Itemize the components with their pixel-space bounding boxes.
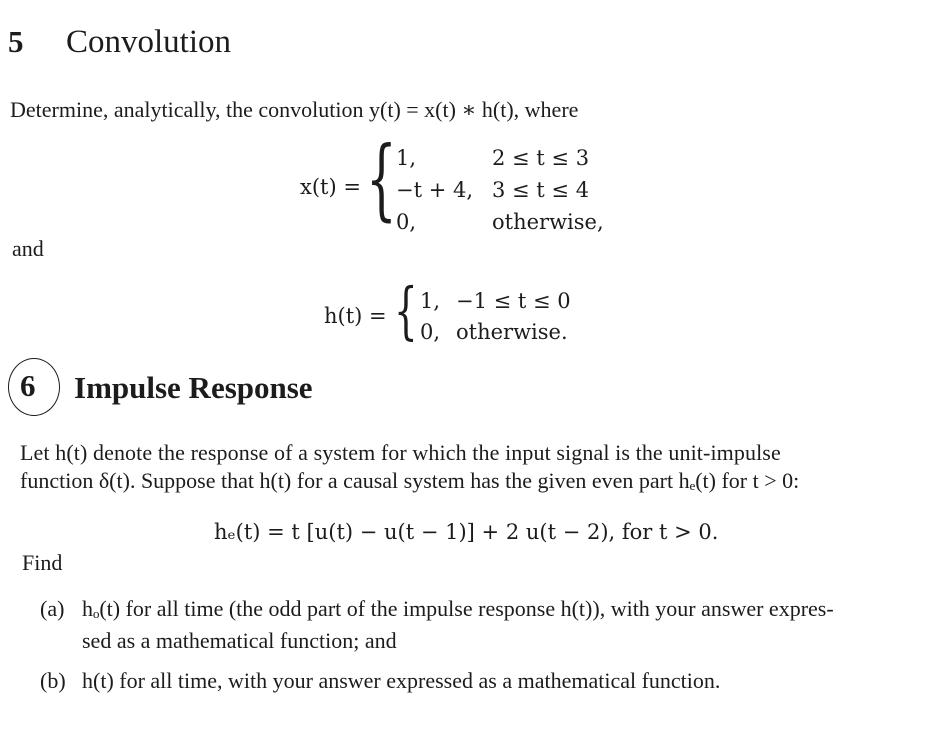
- x-case-1-condition: 2 ≤ t ≤ 3: [492, 146, 590, 170]
- item-a-label: (a): [40, 596, 65, 621]
- x-case-2-value: −t + 4,: [396, 178, 474, 202]
- h-case-2-condition: otherwise.: [456, 320, 568, 344]
- section-5-title: Convolution: [66, 24, 232, 60]
- section-6-paragraph-line-1: Let h(t) denote the response of a system for which the input signal is the unit-impulse: [20, 440, 781, 465]
- x-def-lhs: x(t) =: [300, 175, 361, 199]
- item-a-line-1: hₒ(t) for all time (the odd part of the impulse response h(t)), with your answer expres-: [82, 596, 834, 621]
- section-5-number: 5: [8, 24, 24, 59]
- section-6-title: Impulse Response: [74, 370, 313, 405]
- x-case-3-value: 0,: [396, 210, 417, 234]
- h-case-1-condition: −1 ≤ t ≤ 0: [456, 289, 571, 313]
- h-def-lhs: h(t) =: [324, 304, 387, 328]
- even-part-equation: hₑ(t) = t [u(t) − u(t − 1)] + 2 u(t − 2), for t > 0.: [214, 520, 719, 544]
- item-a-line-2: sed as a mathematical function; and: [82, 628, 397, 653]
- section-6-paragraph-line-2: function δ(t). Suppose that h(t) for a causal system has the given even part hₑ(t) for t > 0:: [20, 468, 800, 493]
- x-def-brace: {: [366, 127, 397, 230]
- find-text: Find: [22, 550, 63, 575]
- x-case-1-value: 1,: [396, 146, 417, 170]
- h-case-2-value: 0,: [420, 320, 441, 344]
- x-case-2-condition: 3 ≤ t ≤ 4: [492, 178, 590, 202]
- x-case-3-condition: otherwise,: [492, 210, 604, 234]
- and-text: and: [12, 236, 44, 261]
- section-6-number: 6: [20, 368, 36, 403]
- section-5-intro: Determine, analytically, the convolution y(t) = x(t) ∗ h(t), where: [10, 97, 579, 122]
- h-case-1-value: 1,: [420, 289, 441, 313]
- item-b-line-1: h(t) for all time, with your answer expressed as a mathematical function.: [82, 668, 721, 693]
- item-b-label: (b): [40, 668, 66, 693]
- h-def-brace: {: [394, 274, 418, 347]
